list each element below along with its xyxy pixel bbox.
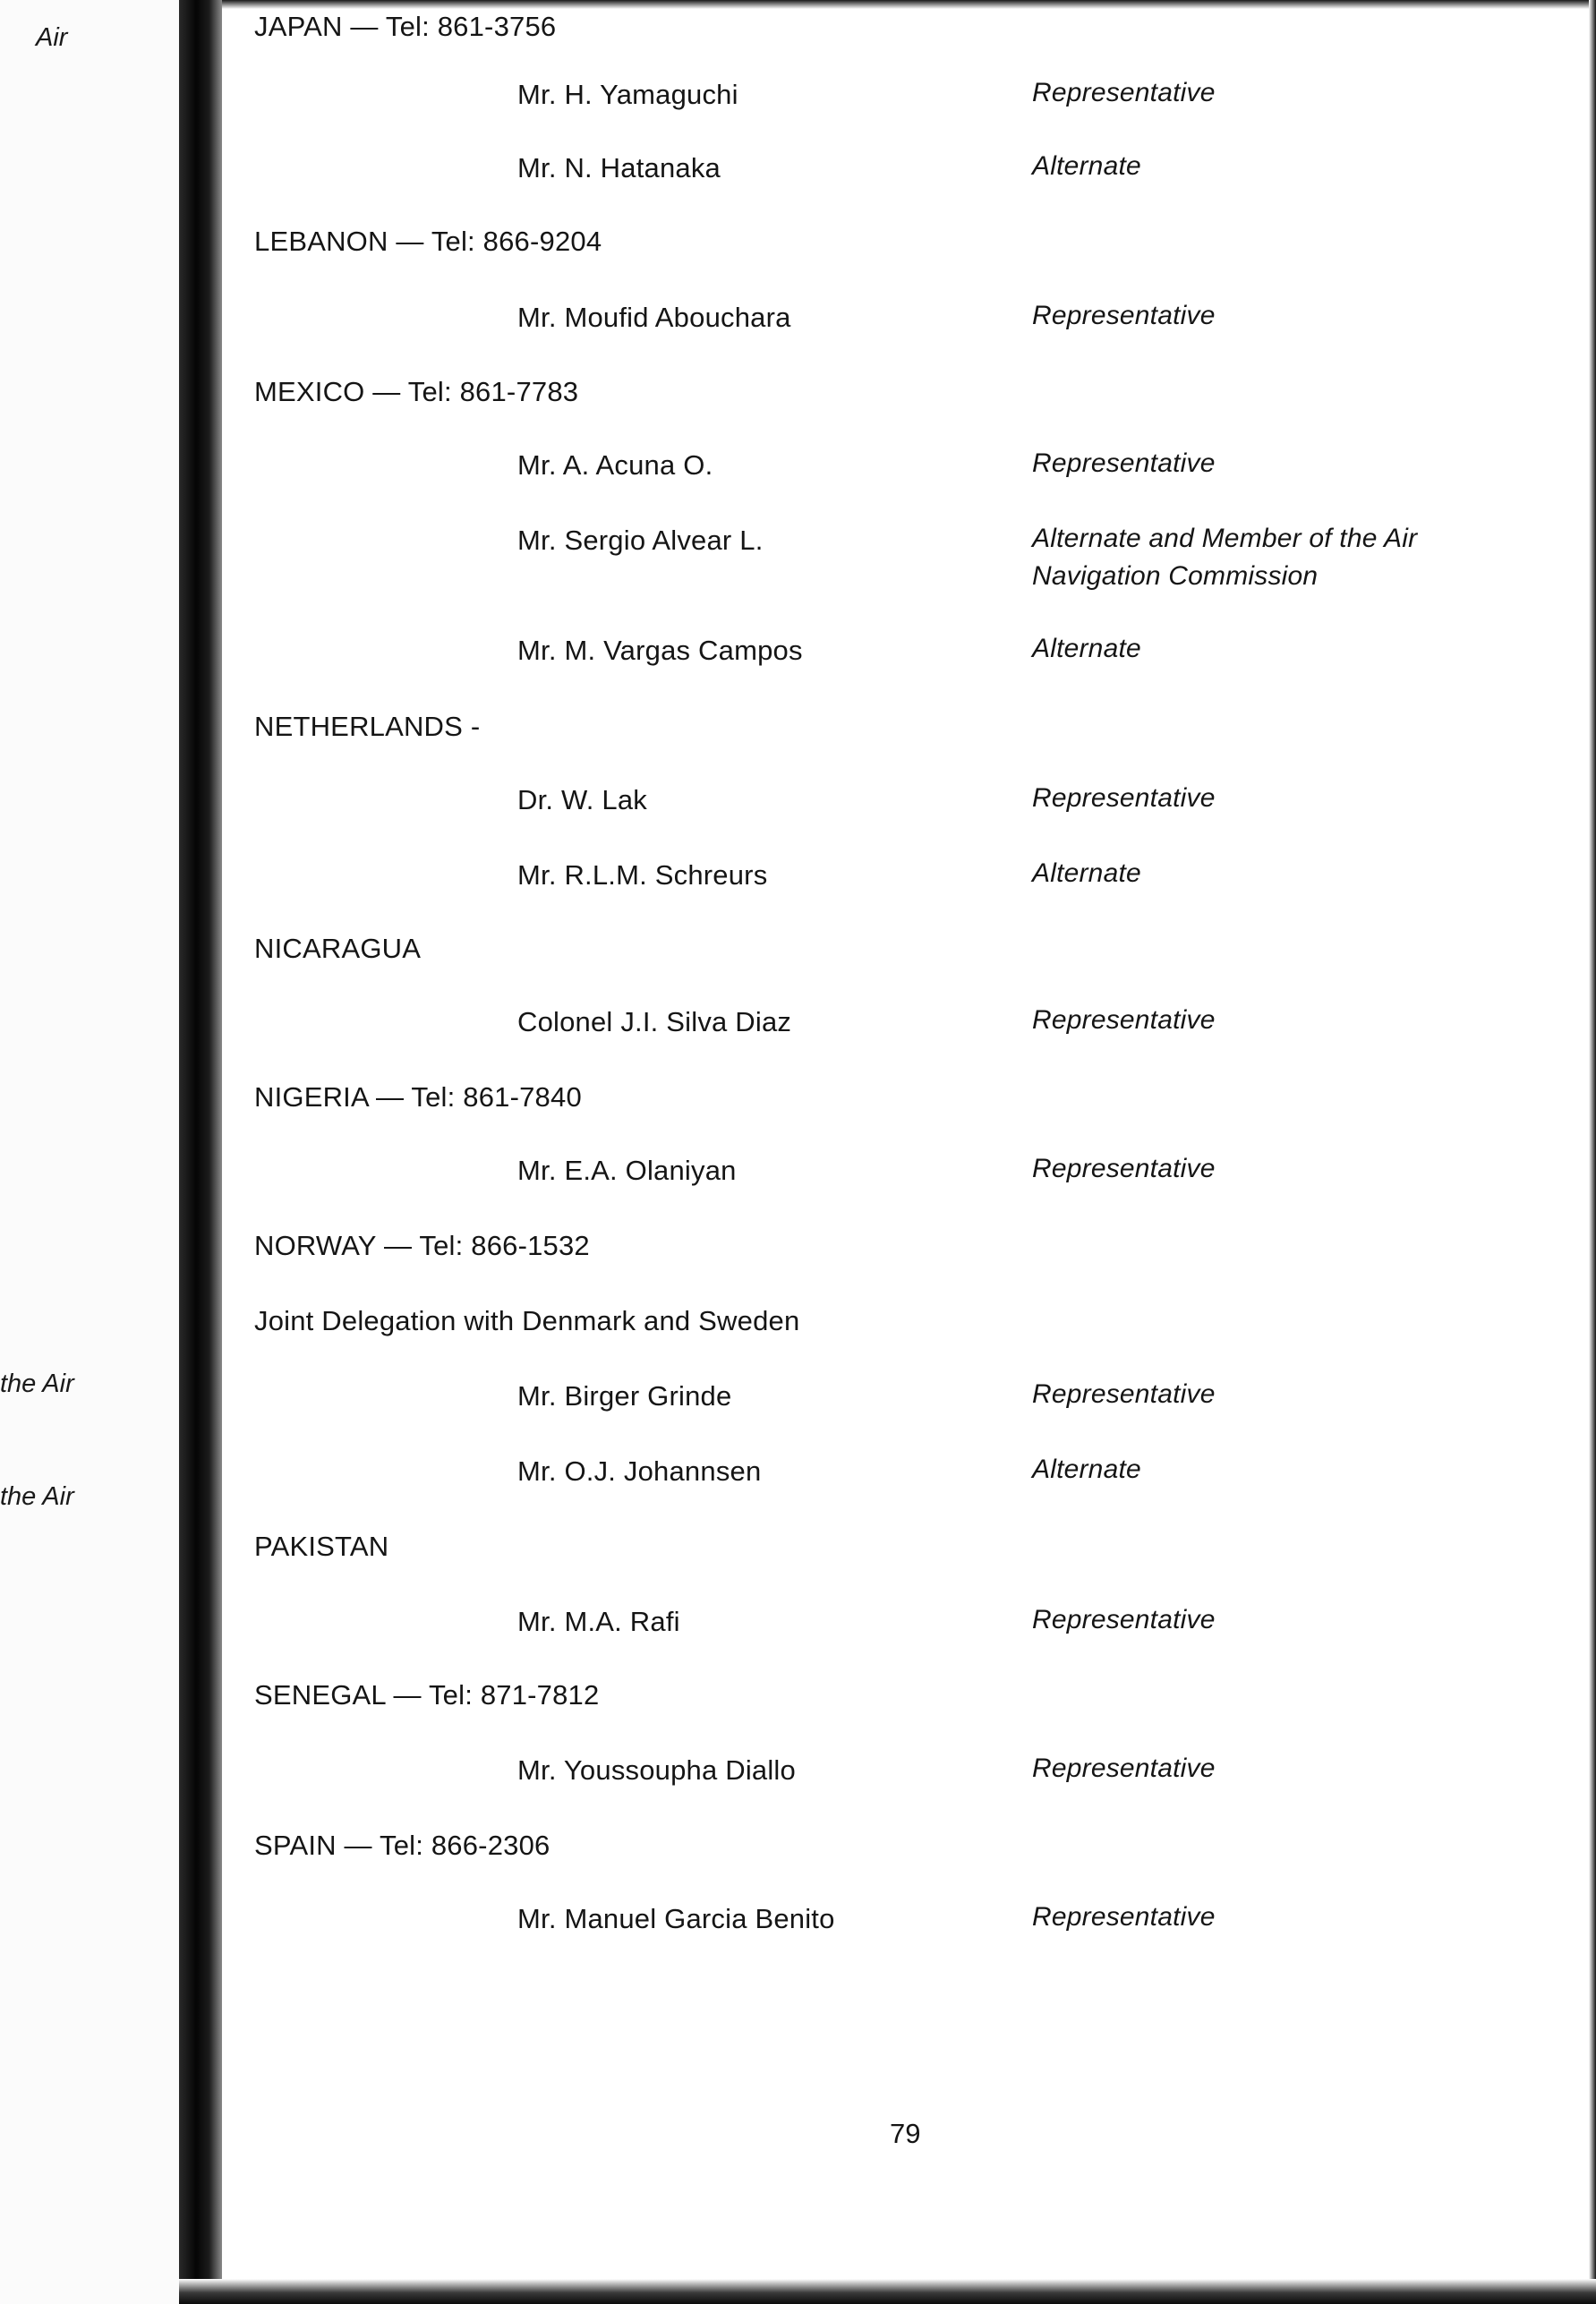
delegate-role — [1032, 855, 1141, 892]
country-heading: NICARAGUA — [254, 933, 422, 964]
delegate-name: Dr. W. Lak — [517, 784, 647, 815]
role-line: Representative — [1032, 783, 1216, 813]
delegate-role — [1032, 1899, 1216, 1936]
left-page-fragment: the Air — [0, 1482, 74, 1511]
page-bottom-edge — [179, 2279, 1596, 2304]
delegate-role — [1032, 1002, 1216, 1039]
delegate-role — [1032, 520, 1417, 595]
country-heading: NETHERLANDS - — [254, 711, 481, 742]
delegate-name: Mr. Birger Grinde — [517, 1380, 732, 1412]
role-line: Representative — [1032, 1605, 1216, 1634]
delegate-name: Mr. O.J. Johannsen — [517, 1455, 762, 1487]
role-line: Navigation Commission — [1032, 561, 1319, 591]
role-line: Alternate — [1032, 858, 1141, 888]
delegate-role — [1032, 1150, 1216, 1188]
role-line: Representative — [1032, 448, 1216, 478]
delegate-name: Mr. A. Acuna O. — [517, 449, 713, 481]
book-binding-shadow — [179, 0, 222, 2304]
role-line: Representative — [1032, 78, 1216, 107]
delegate-role — [1032, 1750, 1216, 1788]
delegate-role — [1032, 445, 1216, 482]
delegate-role — [1032, 1451, 1141, 1489]
delegate-name: Mr. Sergio Alvear L. — [517, 525, 764, 556]
left-page-fragment: Air — [36, 23, 68, 52]
delegate-name: Mr. Moufid Abouchara — [517, 302, 791, 333]
delegate-name: Mr. N. Hatanaka — [517, 152, 721, 183]
role-line: Representative — [1032, 1379, 1216, 1409]
country-heading: JAPAN — Tel: 861-3756 — [254, 11, 557, 42]
role-line: Representative — [1032, 1754, 1216, 1783]
country-heading: SENEGAL — Tel: 871-7812 — [254, 1679, 600, 1711]
country-heading: NORWAY — Tel: 866-1532 — [254, 1230, 590, 1261]
delegate-name: Mr. H. Yamaguchi — [517, 79, 738, 110]
left-page-fragment: the Air — [0, 1370, 74, 1398]
delegate-role — [1032, 1376, 1216, 1413]
country-heading: PAKISTAN — [254, 1531, 389, 1562]
delegate-role — [1032, 1601, 1216, 1639]
country-heading: SPAIN — Tel: 866-2306 — [254, 1830, 550, 1861]
delegate-role — [1032, 148, 1141, 185]
document-page — [222, 0, 1589, 2279]
page-right-edge — [1589, 0, 1596, 2304]
delegate-name: Mr. R.L.M. Schreurs — [517, 859, 768, 891]
delegate-name: Mr. M. Vargas Campos — [517, 635, 803, 666]
delegate-name: Mr. Manuel Garcia Benito — [517, 1903, 835, 1934]
role-line: Representative — [1032, 1154, 1216, 1183]
delegate-name: Mr. E.A. Olaniyan — [517, 1155, 737, 1186]
delegate-role — [1032, 630, 1141, 668]
role-line: Alternate — [1032, 151, 1141, 181]
country-heading: LEBANON — Tel: 866-9204 — [254, 226, 602, 257]
delegate-role — [1032, 297, 1216, 335]
delegate-role — [1032, 74, 1216, 112]
left-page-edge — [0, 0, 179, 2304]
role-line: Alternate — [1032, 1455, 1141, 1484]
role-line: Representative — [1032, 1005, 1216, 1035]
role-line: Alternate — [1032, 634, 1141, 663]
delegate-name: Mr. M.A. Rafi — [517, 1606, 680, 1637]
delegate-name: Mr. Youssoupha Diallo — [517, 1754, 796, 1786]
country-heading: NIGERIA — Tel: 861-7840 — [254, 1081, 582, 1113]
delegate-role — [1032, 780, 1216, 817]
role-line: Representative — [1032, 1902, 1216, 1932]
delegation-note: Joint Delegation with Denmark and Sweden — [254, 1305, 800, 1336]
role-line: Representative — [1032, 301, 1216, 330]
page-number: 79 — [890, 2118, 921, 2149]
delegate-name: Colonel J.I. Silva Diaz — [517, 1006, 792, 1037]
role-line: Alternate and Member of the Air — [1032, 524, 1418, 553]
country-heading: MEXICO — Tel: 861-7783 — [254, 376, 579, 407]
